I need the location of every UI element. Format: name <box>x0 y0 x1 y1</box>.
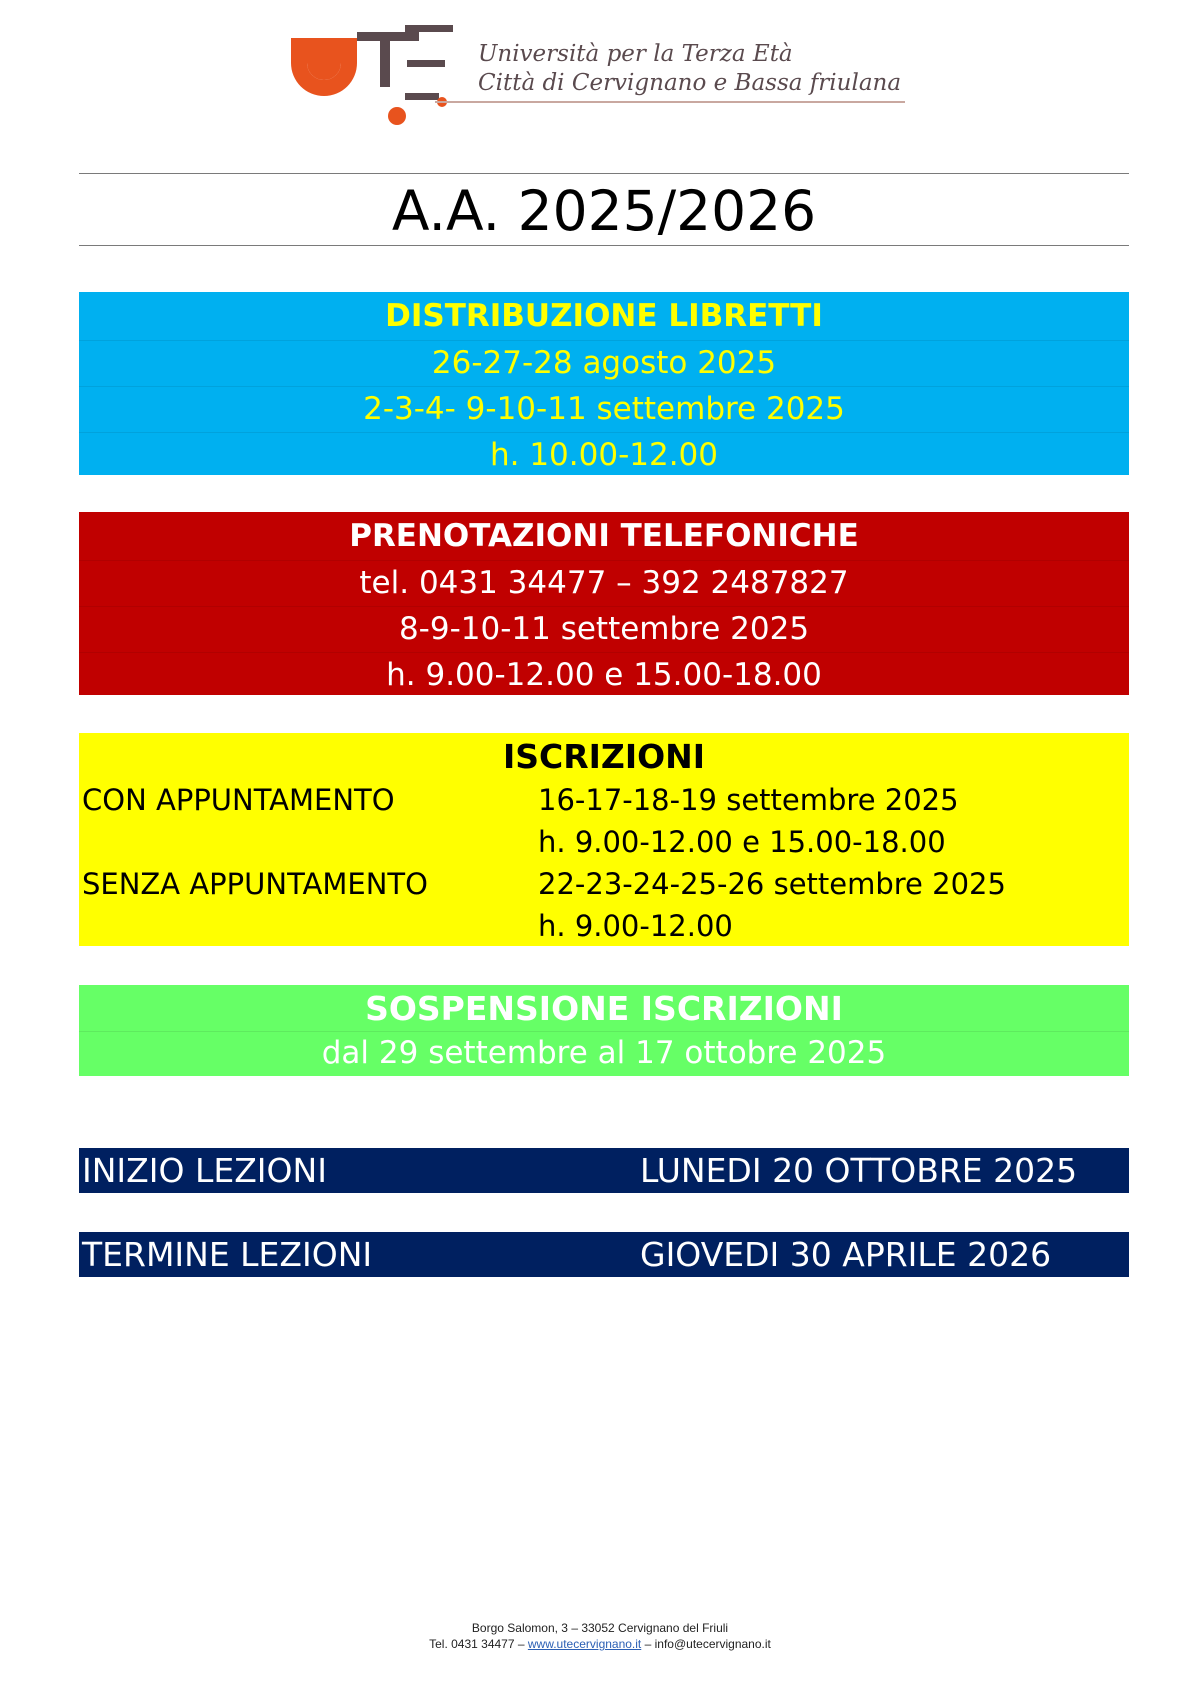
iscrizioni-con-label: CON APPUNTAMENTO <box>82 783 395 817</box>
ute-logo-mark <box>285 8 485 133</box>
prenotazioni-hours: h. 9.00-12.00 e 15.00-18.00 <box>79 652 1129 698</box>
prenotazioni-dates: 8-9-10-11 settembre 2025 <box>79 606 1129 652</box>
iscrizioni-con-hours: h. 9.00-12.00 e 15.00-18.00 <box>538 825 946 859</box>
iscrizioni-con-row <box>79 779 1129 821</box>
title-rule-bottom <box>79 245 1129 246</box>
libretti-heading: DISTRIBUZIONE LIBRETTI <box>385 298 823 334</box>
logo-t-stem <box>380 32 390 87</box>
page-footer <box>0 1620 1200 1652</box>
footer-phone: Tel. 0431 34477 – <box>429 1637 525 1651</box>
title-rule-top <box>79 173 1129 174</box>
iscrizioni-con-dates: 16-17-18-19 settembre 2025 <box>538 783 959 817</box>
sospensione-heading: SOSPENSIONE ISCRIZIONI <box>365 989 843 1028</box>
iscrizioni-senza-dates: 22-23-24-25-26 settembre 2025 <box>538 867 1006 901</box>
logo-underline <box>435 101 905 103</box>
termine-label: TERMINE LEZIONI <box>82 1235 373 1274</box>
logo-dot-large <box>388 107 406 125</box>
inizio-label: INIZIO LEZIONI <box>82 1151 327 1190</box>
prenotazioni-heading: PRENOTAZIONI TELEFONICHE <box>349 518 859 554</box>
footer-email: – info@utecervignano.it <box>644 1637 771 1651</box>
iscrizioni-senza-label: SENZA APPUNTAMENTO <box>82 867 428 901</box>
iscrizioni-senza-hours: h. 9.00-12.00 <box>538 909 733 943</box>
prenotazioni-phone: tel. 0431 34477 – 392 2487827 <box>79 560 1129 606</box>
footer-website-link[interactable]: www.utecervignano.it <box>527 1637 642 1651</box>
footer-contacts <box>0 1636 1200 1652</box>
logo-e-bar-top <box>405 25 453 32</box>
libretti-dates-august: 26-27-28 agosto 2025 <box>79 340 1129 386</box>
iscrizioni-senza-hours-row <box>79 905 1129 947</box>
iscrizioni-section <box>79 733 1129 946</box>
institution-line-1: Università per la Terza Età <box>478 41 793 67</box>
logo-e-bar-bottom <box>405 93 439 100</box>
libretti-dates-september: 2-3-4- 9-10-11 settembre 2025 <box>79 386 1129 432</box>
sospensione-dates: dal 29 settembre al 17 ottobre 2025 <box>79 1031 1129 1077</box>
termine-date: GIOVEDI 30 APRILE 2026 <box>640 1235 1052 1274</box>
inizio-lezioni-bar <box>79 1148 1129 1193</box>
sospensione-section <box>79 985 1129 1076</box>
logo-e-bar-mid <box>407 60 445 67</box>
institution-name <box>478 40 901 98</box>
iscrizioni-con-hours-row <box>79 821 1129 863</box>
logo-u-fill <box>307 38 341 80</box>
page-title: A.A. 2025/2026 <box>391 179 817 243</box>
libretti-section <box>79 292 1129 475</box>
prenotazioni-section <box>79 512 1129 695</box>
iscrizioni-heading: ISCRIZIONI <box>502 737 706 776</box>
inizio-date: LUNEDI 20 OTTOBRE 2025 <box>640 1151 1078 1190</box>
footer-address: Borgo Salomon, 3 – 33052 Cervignano del Friuli <box>471 1621 729 1635</box>
libretti-hours: h. 10.00-12.00 <box>79 432 1129 478</box>
iscrizioni-senza-row <box>79 863 1129 905</box>
institution-line-2: Città di Cervignano e Bassa friulana <box>478 70 902 96</box>
header-logo <box>285 8 915 133</box>
termine-lezioni-bar <box>79 1232 1129 1277</box>
